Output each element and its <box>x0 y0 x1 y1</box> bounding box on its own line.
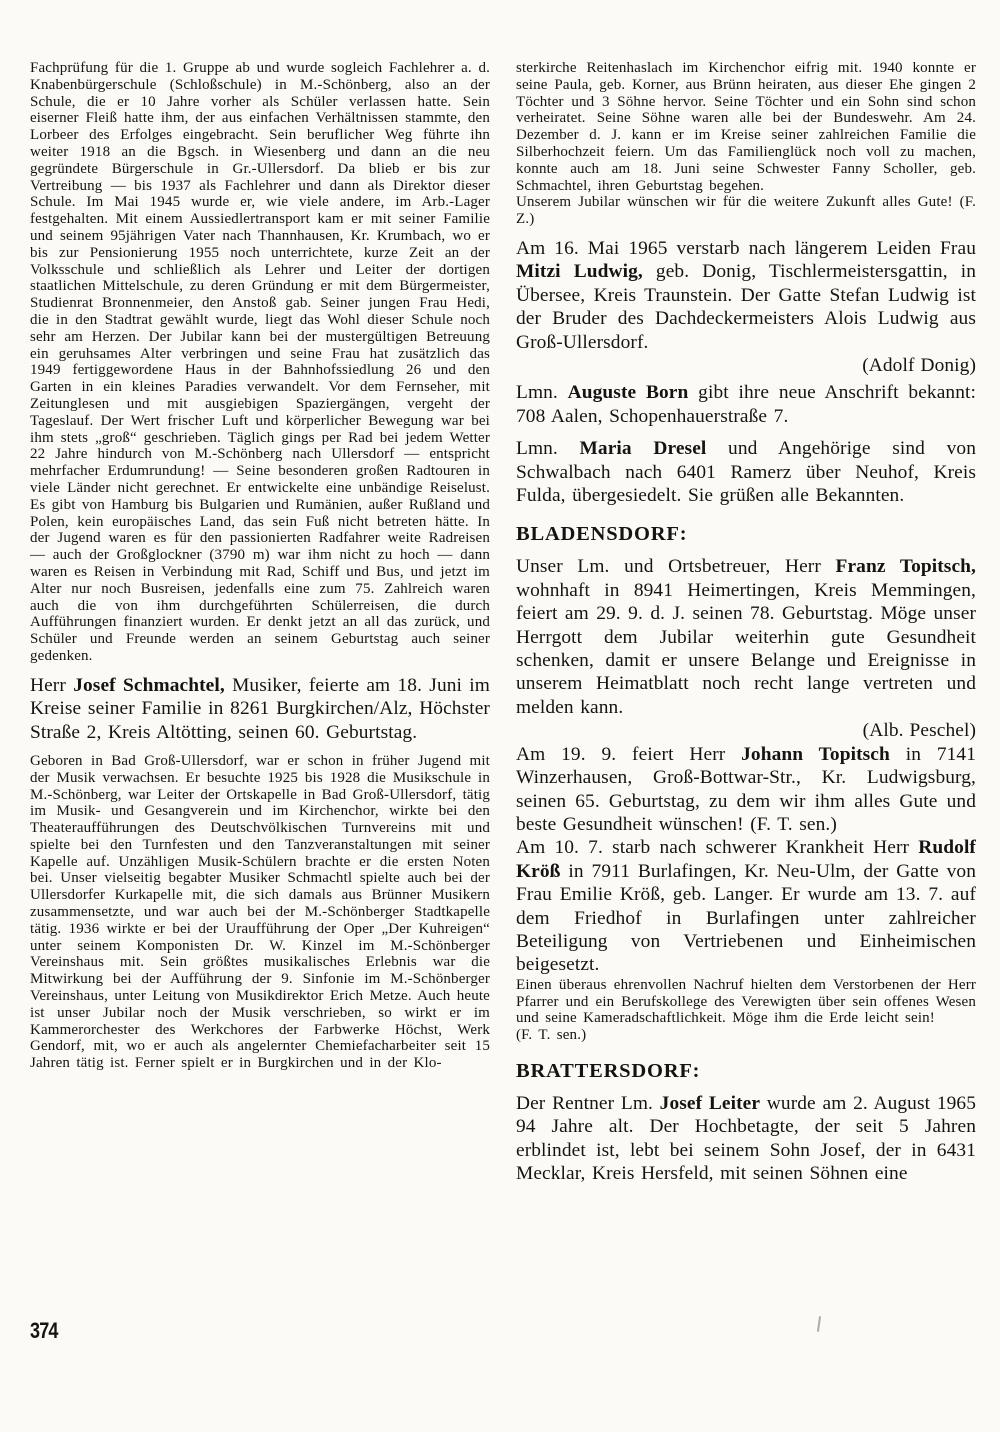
signature-alb-peschel: (Alb. Peschel) <box>862 720 976 742</box>
para-schmachtel-birthday <box>30 674 490 744</box>
person-name: Josef Leiter <box>659 1092 761 1114</box>
text-segment: Der Rentner Lm. <box>516 1092 660 1114</box>
para-born-address <box>516 381 976 428</box>
text-segment: Herr <box>30 674 74 696</box>
person-name: Josef Schmachtel, <box>73 674 225 696</box>
person-name: Rudolf Kröß <box>516 837 976 882</box>
para-franz-topitsch-birthday <box>516 555 976 719</box>
text-segment: Unser Lm. und Ortsbetreuer, Herr <box>516 556 836 578</box>
para-dresel-address <box>516 437 976 507</box>
text-segment: in 7911 Burlafingen, Kr. Neu-Ulm, der Gatte von Frau Emilie Kröß, geb. Langer. Er wurde am 13. 7. auf dem Friedhof in Burlafingen unter zahlreicher Beteiligung von Vertriebenen und Einheimischen beigesetzt. <box>516 860 976 976</box>
text-segment: geb. Donig, Tischlermeistersgattin, in Übersee, Kreis Traunstein. Der Gatte Stefan Ludwig ist der Bruder des Dachdeckermeisters Alois Ludwig aus Groß-Ullersdorf. <box>516 261 976 353</box>
person-name: Johann Topitsch <box>741 743 890 765</box>
text-segment: Am 10. 7. starb nach schwerer Krankheit Herr <box>516 837 919 859</box>
page-number: 374 <box>30 1318 58 1343</box>
para-teacher-biography: Fachprüfung für die 1. Gruppe ab und wurde sogleich Fachlehrer a. d. Knabenbürgerschule (Schloßschule) in M.-Schönberg, also an der Schule, die er 10 Jahre vorher als Schüler verlassen hatte. Sein eiserner Fleiß hatte ihm, der aus einfachen Verhältnissen stammte, den Lorbeer des Erfolges eingebracht. Sein beruflicher Weg führte ihn weiter 1918 an die Bgsch. in Wiesenberg und dann an die neu gegründete Bürgerschule in Gr.-Ullersdorf. Da blieb er bis zur Vertreibung — bis 1937 als Fachlehrer und dann als Direktor dieser Schule. Im Mai 1945 wurde er, wie viele andere, im Arb.-Lager festgehalten. Mit einem Aussiedlertransport kam er mit seiner Familie und seinem 95jährigen Vater nach Thannhausen, Kr. Krumbach, wo er bis zur Pensionierung 1955 noch unterrichtete, kurze Zeit an der Volksschule und schließlich als Lehrer und Leiter der dortigen staatlichen Mittelschule, zu deren Gründung er mit dem Bürgermeister, Studienrat Bronnenmeier, den Anstoß gab. Seiner jungen Frau Hedi, die in den Stadtrat gewählt wurde, liegt das Wohl dieser Schule noch sehr am Herzen. Der Jubilar kann bei der mustergültigen Betreuung ein geruhsames Alter verbringen und seine Frau hat zusätzlich das 1949 fertiggewordene Haus in der Bahnhofssiedlung 26 und den Garten in ein kleines Paradies verwandelt. Vor dem Fernseher, mit Zeitunglesen und mit ausgiebigen Spaziergängen, vergeht der Tageslauf. Der Wert frischer Luft und körperlicher Bewegung war bei ihm stets „groß“ geschrieben. Täglich gings per Rad bei jedem Wetter 22 Jahre hindurch von M.-Schönberg nach Ullersdorf — entspricht mehrfacher Erdumrundung! — Seine besonderen großen Radtouren in viele Länder nicht gerechnet. Er entwickelte eine unbändige Reiselust. Es gibt von Hamburg bis Bulgarien und Rumänien, außer Rußland und Polen, kein europäisches Land, das sein Fuß nicht betreten hätte. In der Jugend waren es für den passionierten Radfahrer weite Radreisen — auch der Großglockner (3790 m) war ihm nicht zu hoch — dann waren es Reisen in Verbindung mit Rad, Schiff und Bus, und jetzt im Alter nur noch Busreisen, jedenfalls eine zum 75. Zahlreich waren auch die von ihm durchgeführten Schülerreisen, die durch Aufführungen finanziert wurden. Er denkt jetzt an all das zurück, und Schüler und Freunde werden an seinem Geburtstag auch seiner gedenken. <box>30 60 490 664</box>
text-segment: wohnhaft in 8941 Heimertingen, Kreis Memmingen, feiert am 29. 9. d. J. seinen 78. Geburtstag. Möge unser Herrgott dem Jubilar weiterhin gute Gesundheit schenken, damit er unsere Belange und Ereignisse in unserem Heimatblatt noch recht lange vertreten und melden kann. <box>516 579 976 718</box>
para-ludwig-obituary <box>516 237 976 354</box>
left-column <box>30 60 490 1186</box>
text-segment: Musiker, feierte am 18. Juni im Kreise seiner Familie in 8261 Burgkirchen/Alz, Höchster Straße 2, Kreis Altötting, seinen 60. Geburtstag. <box>30 674 490 743</box>
para-kroess-obituary <box>516 836 976 976</box>
para-family-continuation: sterkirche Reitenhaslach im Kirchenchor eifrig mit. 1940 konnte er seine Paula, geb. Korner, aus Brünn heiraten, aus dieser Ehe gingen 2 Töchter und 3 Söhne hervor. Seine Töchter und ein Sohn sind schon verheiratet. Seine Söhne waren alle bei der Bundeswehr. Am 24. Dezember d. J. kann er im Kreise seiner zahlreichen Familie die Silberhochzeit feiern. Um das Familienglück noch voll zu machen, konnte auch am 18. Juni seine Schwester Fanny Scholler, geb. Schmachtel, ihren Geburtstag begehen. <box>516 60 976 194</box>
right-column <box>516 60 976 1186</box>
heading-bladensdorf: BLADENSDORF: <box>516 523 688 546</box>
signature-nachruf: (F. T. sen.) <box>516 1027 587 1044</box>
para-johann-topitsch-birthday <box>516 743 976 837</box>
text-segment: Lmn. <box>516 438 580 460</box>
person-name: Franz Topitsch, <box>835 556 976 578</box>
text-segment: gibt ihre neue Anschrift bekannt: 708 Aalen, Schopenhauerstraße 7. <box>516 382 976 427</box>
scan-artifact-mark <box>817 1316 821 1332</box>
text-columns <box>30 60 976 1186</box>
person-name: Mitzi Ludwig, <box>516 261 643 283</box>
para-jubilar-wishes: Unserem Jubilar wünschen wir für die weitere Zukunft alles Gute! (F. Z.) <box>516 194 976 228</box>
text-segment: Lmn. <box>516 382 568 404</box>
person-name: Maria Dresel <box>579 438 707 460</box>
text-segment: und Angehörige sind von Schwalbach nach 6401 Ramerz über Neuhof, Kreis Fulda, übergesiedelt. Sie grüßen alle Bekannten. <box>516 438 976 507</box>
para-music-biography: Geboren in Bad Groß-Ullersdorf, war er schon in früher Jugend mit der Musik verwachsen. Er besuchte 1925 bis 1928 die Musikschule in M.-Schönberg, war Leiter der Ortskapelle in Bad Groß-Ullersdorf, tätig im Musik- und Gesangverein und im Kirchenchor, wirkte bei den Theateraufführungen des Deutschvölkischen Turnvereins mit und spielte bei den Turnfesten und den Tanzveranstaltungen mit seiner Kapelle auf. Unzähligen Musik-Schülern brachte er die ersten Noten bei. Unser vielseitig begabter Musiker Schmachtl spielte auch bei der Ullersdorfer Kurkapelle mit, die sich damals aus Brünner Musikern zusammensetzte, und war auch bei der M.-Schönberger Stadtkapelle tätig. 1936 wirkte er bei der Uraufführung der Oper „Der Kuhreigen“ unter seinem Komponisten Dr. W. Kinzel im M.-Schönberger Vereinshaus mit. Sein größtes musikalisches Erlebnis war die Mitwirkung bei der Aufführung der 9. Sinfonie im M.-Schönberger Vereinshaus, unter Leitung von Musikdirektor Erich Metze. Auch heute ist unser Jubilar noch der Musik verschrieben, so wirkt er im Kammerorchester des Werkchores der Farbwerke Höchst, Werk Gendorf, mit, wo er auch als angelernter Chemiefacharbeiter seit 15 Jahren tätig ist. Ferner spielt er in Burgkirchen und in der Klo- <box>30 752 490 1072</box>
text-segment: wurde am 2. August 1965 94 Jahre alt. Der Hochbetagte, der seit 5 Jahren erblindet ist, lebt bei seinem Sohn Josef, der in 6431 Mecklar, Kreis Hersfeld, mit seinen Söhnen eine <box>516 1092 976 1185</box>
text-segment: Am 16. Mai 1965 verstarb nach längerem Leiden Frau <box>516 237 976 259</box>
text-segment: in 7141 Winzerhausen, Groß-Bottwar-Str., Kr. Ludwigsburg, seinen 65. Geburtstag, zu dem wir ihm alles Gute und beste Gesundheit wünschen! (F. T. sen.) <box>516 743 976 835</box>
person-name: Auguste Born <box>567 382 689 404</box>
para-nachruf: Einen überaus ehrenvollen Nachruf hielten dem Verstorbenen der Herr Pfarrer und ein Berufskollege des Verewigten über sein offenes Wesen und seine Kameradschaftlichkeit. Möge ihm die Erde leicht sein! <box>516 976 976 1027</box>
signature-adolf-donig: (Adolf Donig) <box>862 355 976 376</box>
text-segment: Am 19. 9. feiert Herr <box>516 743 742 765</box>
para-josef-leiter-birthday <box>516 1092 976 1186</box>
heading-brattersdorf: BRATTERSDORF: <box>516 1059 701 1082</box>
